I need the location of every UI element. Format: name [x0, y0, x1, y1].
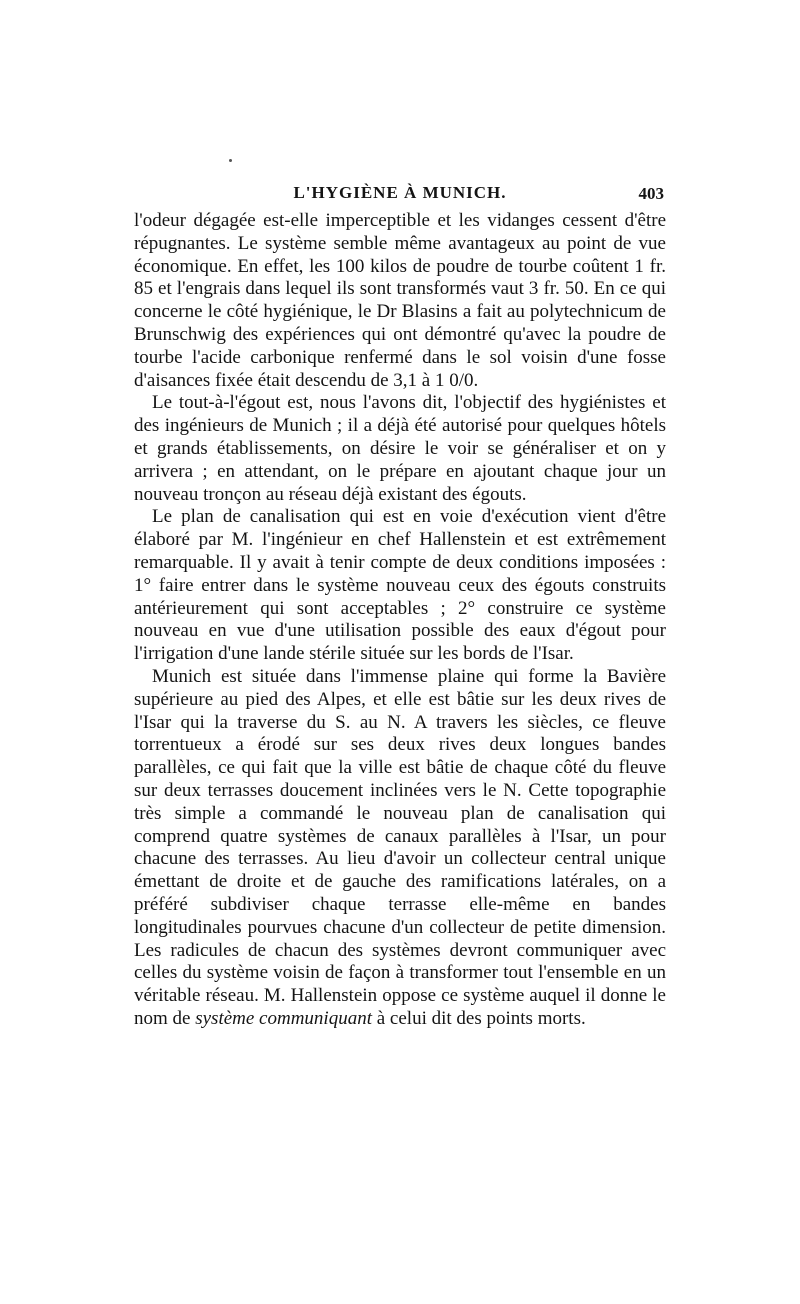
running-title: L'HYGIÈNE À MUNICH. [293, 183, 507, 202]
paragraph-text-start: Munich est située dans l'immense plaine qui forme la Bavière supérieure au pied des Alpes, et elle est bâtie sur les deux rives de l'Isar qui la traverse du S. au N. A travers les siècles, ce fleuve torrentueux a érodé sur ses deux rives deux longues bandes parallèles, ce qui fait que la ville est bâtie de chaque côté du fleuve sur deux terrasses doucement inclinées vers le N. Cette topographie très simple a commandé le nouveau plan de canalisation qui comprend quatre systèmes de canaux parallèles à l'Isar, un pour chacune des terrasses. Au lieu d'avoir un collecteur central unique émettant de droite et de gauche des ramifications latérales, on a préféré subdiviser chaque terrasse elle-même en bandes longitudinales pourvues chacune d'un collecteur de petite dimension. Les radicules de chacun des systèmes devront communiquer avec celles du système voisin de façon à transformer tout l'ensemble en un véritable réseau. M. Hallenstein oppose ce système auquel il donne le nom de [134, 665, 666, 1029]
italic-term: système communiquant [195, 1007, 372, 1029]
print-speck [229, 159, 232, 162]
page-number: 403 [638, 184, 664, 203]
page-header [134, 183, 666, 209]
body-text [134, 210, 666, 1031]
paragraph-tout-a-l-egout: Le tout-à-l'égout est, nous l'avons dit, l'objectif des hygiénistes et des ingénieurs de Munich ; il a déjà été autorisé pour quelques hôtels et grands établissements, on désire le voir se généraliser et on y arrivera ; en attendant, on le prépare en ajoutant chaque jour un nouveau tronçon au réseau déjà existant des égouts. [134, 392, 666, 505]
paragraph-munich-topographie [134, 666, 666, 1031]
paragraph-text-end: à celui dit des points morts. [376, 1007, 586, 1029]
paragraph-odeur: l'odeur dégagée est-elle imperceptible et les vidanges cessent d'être répugnantes. Le système semble même avantageux au point de vue économique. En effet, les 100 kilos de poudre de tourbe coûtent 1 fr. 85 et l'engrais dans lequel ils sont transformés vaut 3 fr. 50. En ce qui concerne le côté hygiénique, le Dr Blasins a fait au polytechnicum de Brunschwig des expériences qui ont démontré qu'avec la poudre de tourbe l'acide carbonique renfermé dans le sol voisin d'une fosse d'aisances fixée était descendu de 3,1 à 1 0/0. [134, 210, 666, 391]
paragraph-plan-canalisation: Le plan de canalisation qui est en voie d'exécution vient d'être élaboré par M. l'ingénieur en chef Hallenstein et est extrêmement remarquable. Il y avait à tenir compte de deux conditions imposées : 1° faire entrer dans le système nouveau ceux des égouts construits antérieurement qui sont acceptables ; 2° construire ce système nouveau en vue d'une utilisation possible des eaux d'égout pour l'irrigation d'une lande stérile située sur les bords de l'Isar. [134, 506, 666, 665]
